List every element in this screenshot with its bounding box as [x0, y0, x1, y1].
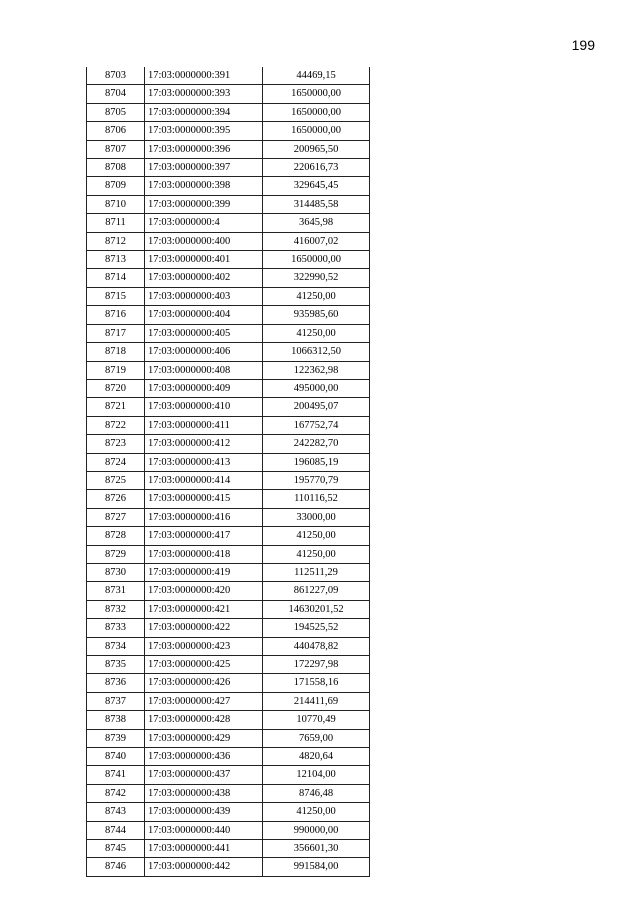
- row-number: 8704: [87, 85, 145, 103]
- table-row: [87, 361, 370, 379]
- row-number: 8735: [87, 656, 145, 674]
- row-number: 8739: [87, 729, 145, 747]
- cadastral-number: 17:03:0000000:391: [145, 67, 263, 85]
- row-number: 8736: [87, 674, 145, 692]
- row-number: 8721: [87, 398, 145, 416]
- row-number: 8708: [87, 159, 145, 177]
- row-number: 8740: [87, 748, 145, 766]
- cadastral-number: 17:03:0000000:436: [145, 748, 263, 766]
- cadastral-number: 17:03:0000000:408: [145, 361, 263, 379]
- table-row: [87, 674, 370, 692]
- row-number: 8742: [87, 784, 145, 802]
- cadastral-value: 329645,45: [263, 177, 370, 195]
- cadastral-value: 200495,07: [263, 398, 370, 416]
- cadastral-value: 41250,00: [263, 324, 370, 342]
- row-number: 8731: [87, 582, 145, 600]
- cadastral-number: 17:03:0000000:400: [145, 232, 263, 250]
- table-row: [87, 582, 370, 600]
- cadastral-value: 194525,52: [263, 619, 370, 637]
- table-row: [87, 195, 370, 213]
- table-row: [87, 490, 370, 508]
- cadastral-value: 1650000,00: [263, 103, 370, 121]
- row-number: 8727: [87, 508, 145, 526]
- cadastral-value: 1650000,00: [263, 122, 370, 140]
- cadastral-number: 17:03:0000000:429: [145, 729, 263, 747]
- cadastral-number: 17:03:0000000:405: [145, 324, 263, 342]
- cadastral-value-table: [86, 67, 370, 877]
- cadastral-number: 17:03:0000000:415: [145, 490, 263, 508]
- cadastral-value: 112511,29: [263, 563, 370, 581]
- cadastral-value: 495000,00: [263, 379, 370, 397]
- cadastral-number: 17:03:0000000:437: [145, 766, 263, 784]
- cadastral-value: 8746,48: [263, 784, 370, 802]
- row-number: 8717: [87, 324, 145, 342]
- table-row: [87, 287, 370, 305]
- table-row: [87, 692, 370, 710]
- cadastral-number: 17:03:0000000:412: [145, 435, 263, 453]
- row-number: 8743: [87, 803, 145, 821]
- table-row: [87, 453, 370, 471]
- cadastral-value: 195770,79: [263, 471, 370, 489]
- cadastral-number: 17:03:0000000:426: [145, 674, 263, 692]
- cadastral-value: 322990,52: [263, 269, 370, 287]
- row-number: 8741: [87, 766, 145, 784]
- row-number: 8733: [87, 619, 145, 637]
- cadastral-value: 356601,30: [263, 840, 370, 858]
- table-row: [87, 600, 370, 618]
- row-number: 8710: [87, 195, 145, 213]
- table-row: [87, 840, 370, 858]
- cadastral-number: 17:03:0000000:419: [145, 563, 263, 581]
- cadastral-number: 17:03:0000000:411: [145, 416, 263, 434]
- row-number: 8714: [87, 269, 145, 287]
- table-row: [87, 711, 370, 729]
- table-row: [87, 619, 370, 637]
- cadastral-value: 41250,00: [263, 527, 370, 545]
- cadastral-value: 1650000,00: [263, 251, 370, 269]
- table-row: [87, 379, 370, 397]
- cadastral-value: 214411,69: [263, 692, 370, 710]
- table-row: [87, 306, 370, 324]
- cadastral-number: 17:03:0000000:393: [145, 85, 263, 103]
- cadastral-number: 17:03:0000000:416: [145, 508, 263, 526]
- table-row: [87, 527, 370, 545]
- cadastral-value: 991584,00: [263, 858, 370, 876]
- cadastral-value: 41250,00: [263, 803, 370, 821]
- cadastral-number: 17:03:0000000:421: [145, 600, 263, 618]
- row-number: 8746: [87, 858, 145, 876]
- cadastral-value: 41250,00: [263, 545, 370, 563]
- cadastral-value: 172297,98: [263, 656, 370, 674]
- cadastral-number: 17:03:0000000:428: [145, 711, 263, 729]
- cadastral-number: 17:03:0000000:395: [145, 122, 263, 140]
- cadastral-number: 17:03:0000000:404: [145, 306, 263, 324]
- cadastral-number: 17:03:0000000:409: [145, 379, 263, 397]
- cadastral-number: 17:03:0000000:414: [145, 471, 263, 489]
- row-number: 8722: [87, 416, 145, 434]
- row-number: 8724: [87, 453, 145, 471]
- table-row: [87, 159, 370, 177]
- cadastral-number: 17:03:0000000:396: [145, 140, 263, 158]
- cadastral-number: 17:03:0000000:417: [145, 527, 263, 545]
- row-number: 8715: [87, 287, 145, 305]
- cadastral-number: 17:03:0000000:425: [145, 656, 263, 674]
- cadastral-value: 167752,74: [263, 416, 370, 434]
- cadastral-number: 17:03:0000000:406: [145, 343, 263, 361]
- table-row: [87, 656, 370, 674]
- table-row: [87, 416, 370, 434]
- cadastral-number: 17:03:0000000:440: [145, 821, 263, 839]
- cadastral-number: 17:03:0000000:441: [145, 840, 263, 858]
- table-row: [87, 269, 370, 287]
- table-row: [87, 251, 370, 269]
- cadastral-number: 17:03:0000000:399: [145, 195, 263, 213]
- row-number: 8738: [87, 711, 145, 729]
- page-number: 199: [571, 37, 595, 53]
- cadastral-number: 17:03:0000000:397: [145, 159, 263, 177]
- cadastral-number: 17:03:0000000:4: [145, 214, 263, 232]
- row-number: 8737: [87, 692, 145, 710]
- cadastral-number: 17:03:0000000:398: [145, 177, 263, 195]
- table-row: [87, 232, 370, 250]
- cadastral-value: 440478,82: [263, 637, 370, 655]
- row-number: 8723: [87, 435, 145, 453]
- table-row: [87, 563, 370, 581]
- cadastral-number: 17:03:0000000:403: [145, 287, 263, 305]
- cadastral-value: 416007,02: [263, 232, 370, 250]
- cadastral-number: 17:03:0000000:438: [145, 784, 263, 802]
- cadastral-value: 3645,98: [263, 214, 370, 232]
- table-row: [87, 784, 370, 802]
- table-row: [87, 343, 370, 361]
- table-row: [87, 214, 370, 232]
- table-row: [87, 858, 370, 876]
- cadastral-value: 110116,52: [263, 490, 370, 508]
- cadastral-value: 44469,15: [263, 67, 370, 85]
- table-row: [87, 398, 370, 416]
- row-number: 8728: [87, 527, 145, 545]
- table-body: [87, 67, 370, 876]
- table-row: [87, 140, 370, 158]
- table-row: [87, 324, 370, 342]
- row-number: 8712: [87, 232, 145, 250]
- cadastral-value: 935985,60: [263, 306, 370, 324]
- cadastral-number: 17:03:0000000:422: [145, 619, 263, 637]
- cadastral-number: 17:03:0000000:418: [145, 545, 263, 563]
- table-row: [87, 85, 370, 103]
- cadastral-number: 17:03:0000000:423: [145, 637, 263, 655]
- cadastral-value: 7659,00: [263, 729, 370, 747]
- cadastral-value: 861227,09: [263, 582, 370, 600]
- row-number: 8709: [87, 177, 145, 195]
- cadastral-value: 122362,98: [263, 361, 370, 379]
- row-number: 8718: [87, 343, 145, 361]
- table-row: [87, 766, 370, 784]
- row-number: 8705: [87, 103, 145, 121]
- row-number: 8711: [87, 214, 145, 232]
- row-number: 8719: [87, 361, 145, 379]
- table-row: [87, 67, 370, 85]
- cadastral-number: 17:03:0000000:439: [145, 803, 263, 821]
- table-row: [87, 637, 370, 655]
- cadastral-number: 17:03:0000000:410: [145, 398, 263, 416]
- table-row: [87, 122, 370, 140]
- cadastral-number: 17:03:0000000:402: [145, 269, 263, 287]
- table-row: [87, 508, 370, 526]
- cadastral-value: 12104,00: [263, 766, 370, 784]
- cadastral-number: 17:03:0000000:420: [145, 582, 263, 600]
- cadastral-value: 220616,73: [263, 159, 370, 177]
- cadastral-value: 1650000,00: [263, 85, 370, 103]
- cadastral-value: 14630201,52: [263, 600, 370, 618]
- cadastral-value: 33000,00: [263, 508, 370, 526]
- row-number: 8726: [87, 490, 145, 508]
- cadastral-value: 242282,70: [263, 435, 370, 453]
- row-number: 8732: [87, 600, 145, 618]
- cadastral-value: 990000,00: [263, 821, 370, 839]
- row-number: 8713: [87, 251, 145, 269]
- table-row: [87, 803, 370, 821]
- table-row: [87, 545, 370, 563]
- cadastral-number: 17:03:0000000:401: [145, 251, 263, 269]
- row-number: 8703: [87, 67, 145, 85]
- cadastral-value: 196085,19: [263, 453, 370, 471]
- cadastral-number: 17:03:0000000:427: [145, 692, 263, 710]
- row-number: 8744: [87, 821, 145, 839]
- row-number: 8706: [87, 122, 145, 140]
- row-number: 8707: [87, 140, 145, 158]
- table-row: [87, 103, 370, 121]
- cadastral-value: 1066312,50: [263, 343, 370, 361]
- cadastral-number: 17:03:0000000:413: [145, 453, 263, 471]
- row-number: 8734: [87, 637, 145, 655]
- table-row: [87, 729, 370, 747]
- row-number: 8745: [87, 840, 145, 858]
- row-number: 8725: [87, 471, 145, 489]
- cadastral-value: 200965,50: [263, 140, 370, 158]
- row-number: 8720: [87, 379, 145, 397]
- row-number: 8730: [87, 563, 145, 581]
- cadastral-value: 171558,16: [263, 674, 370, 692]
- row-number: 8729: [87, 545, 145, 563]
- table-row: [87, 177, 370, 195]
- cadastral-number: 17:03:0000000:442: [145, 858, 263, 876]
- table-row: [87, 471, 370, 489]
- table-row: [87, 435, 370, 453]
- table-row: [87, 821, 370, 839]
- cadastral-value: 4820,64: [263, 748, 370, 766]
- cadastral-value: 314485,58: [263, 195, 370, 213]
- cadastral-number: 17:03:0000000:394: [145, 103, 263, 121]
- cadastral-value: 41250,00: [263, 287, 370, 305]
- table-row: [87, 748, 370, 766]
- cadastral-value: 10770,49: [263, 711, 370, 729]
- row-number: 8716: [87, 306, 145, 324]
